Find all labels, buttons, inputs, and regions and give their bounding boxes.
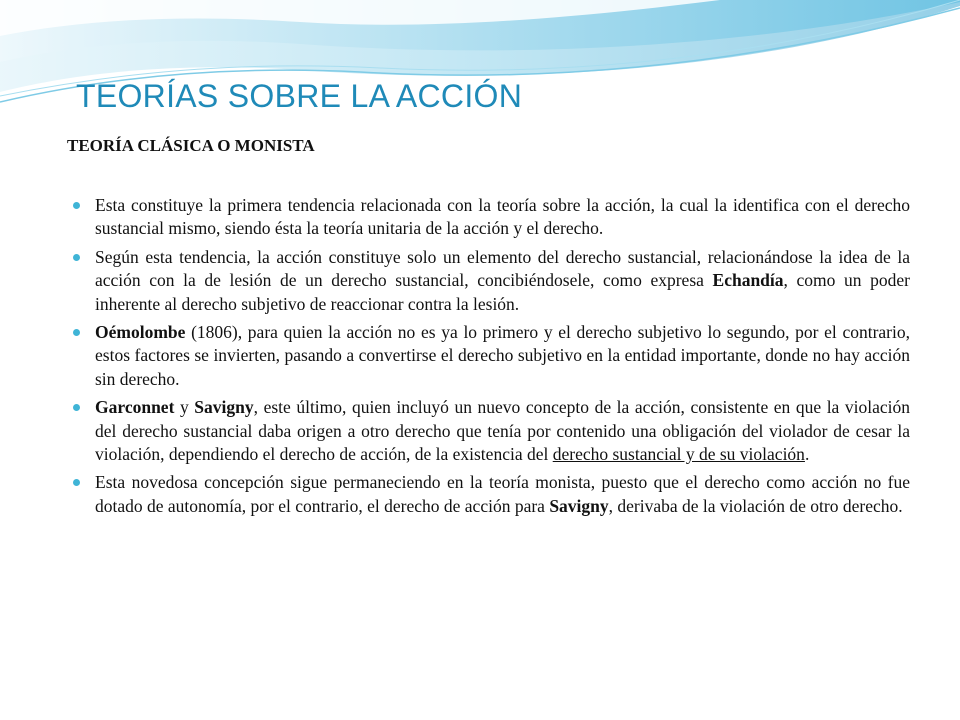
bullet-item: Esta constituye la primera tendencia relacionada con la teoría sobre la acción, la cual la identifica con el derecho sustancial mismo, siendo ésta la teoría unitaria de la acción y el derecho. [67, 194, 910, 241]
slide-subtitle: TEORÍA CLÁSICA O MONISTA [67, 136, 315, 155]
bullet-dot-icon [73, 404, 80, 411]
bullet-item: Oémolombe (1806), para quien la acción no es ya lo primero y el derecho subjetivo lo segundo, por el contrario, estos factores se invierten, pasando a convertirse el derecho subjetivo en la entidad importante, donde no hay acción sin derecho. [67, 321, 910, 391]
bullet-item: Según esta tendencia, la acción constituye solo un elemento del derecho sustancial, relacionándose la idea de la acción con la de lesión de un derecho sustancial, concibiéndosele, como expresa Echandía, como un poder inherente al derecho subjetivo de reaccionar contra la lesión. [67, 246, 910, 316]
author-name: Garconnet [95, 397, 175, 418]
author-name: Oémolombe [95, 322, 186, 343]
bullet-dot-icon [73, 202, 80, 209]
bullet-item: Esta novedosa concepción sigue permaneciendo en la teoría monista, puesto que el derecho como acción no fue dotado de autonomía, por el contrario, el derecho de acción para Savigny, derivaba de la violación de otro derecho. [67, 471, 910, 518]
bullet-list [67, 194, 910, 523]
author-name: Echandía [712, 270, 784, 291]
bullet-dot-icon [73, 479, 80, 486]
author-name: Savigny [549, 495, 609, 516]
author-name: Savigny [194, 397, 254, 418]
slide-title: TEORÍAS SOBRE LA ACCIÓN [76, 78, 523, 114]
bullet-dot-icon [73, 254, 80, 261]
underlined-phrase: derecho sustancial y de su violación [552, 444, 805, 465]
bullet-dot-icon [73, 329, 80, 336]
bullet-item: Garconnet y Savigny, este último, quien incluyó un nuevo concepto de la acción, consistente en que la violación del derecho sustancial daba origen a otro derecho que tenía por contenido una obligación del violador de cesar la violación, dependiendo el derecho de acción, de la existencia del derecho sustancial y de su violación. [67, 396, 910, 466]
